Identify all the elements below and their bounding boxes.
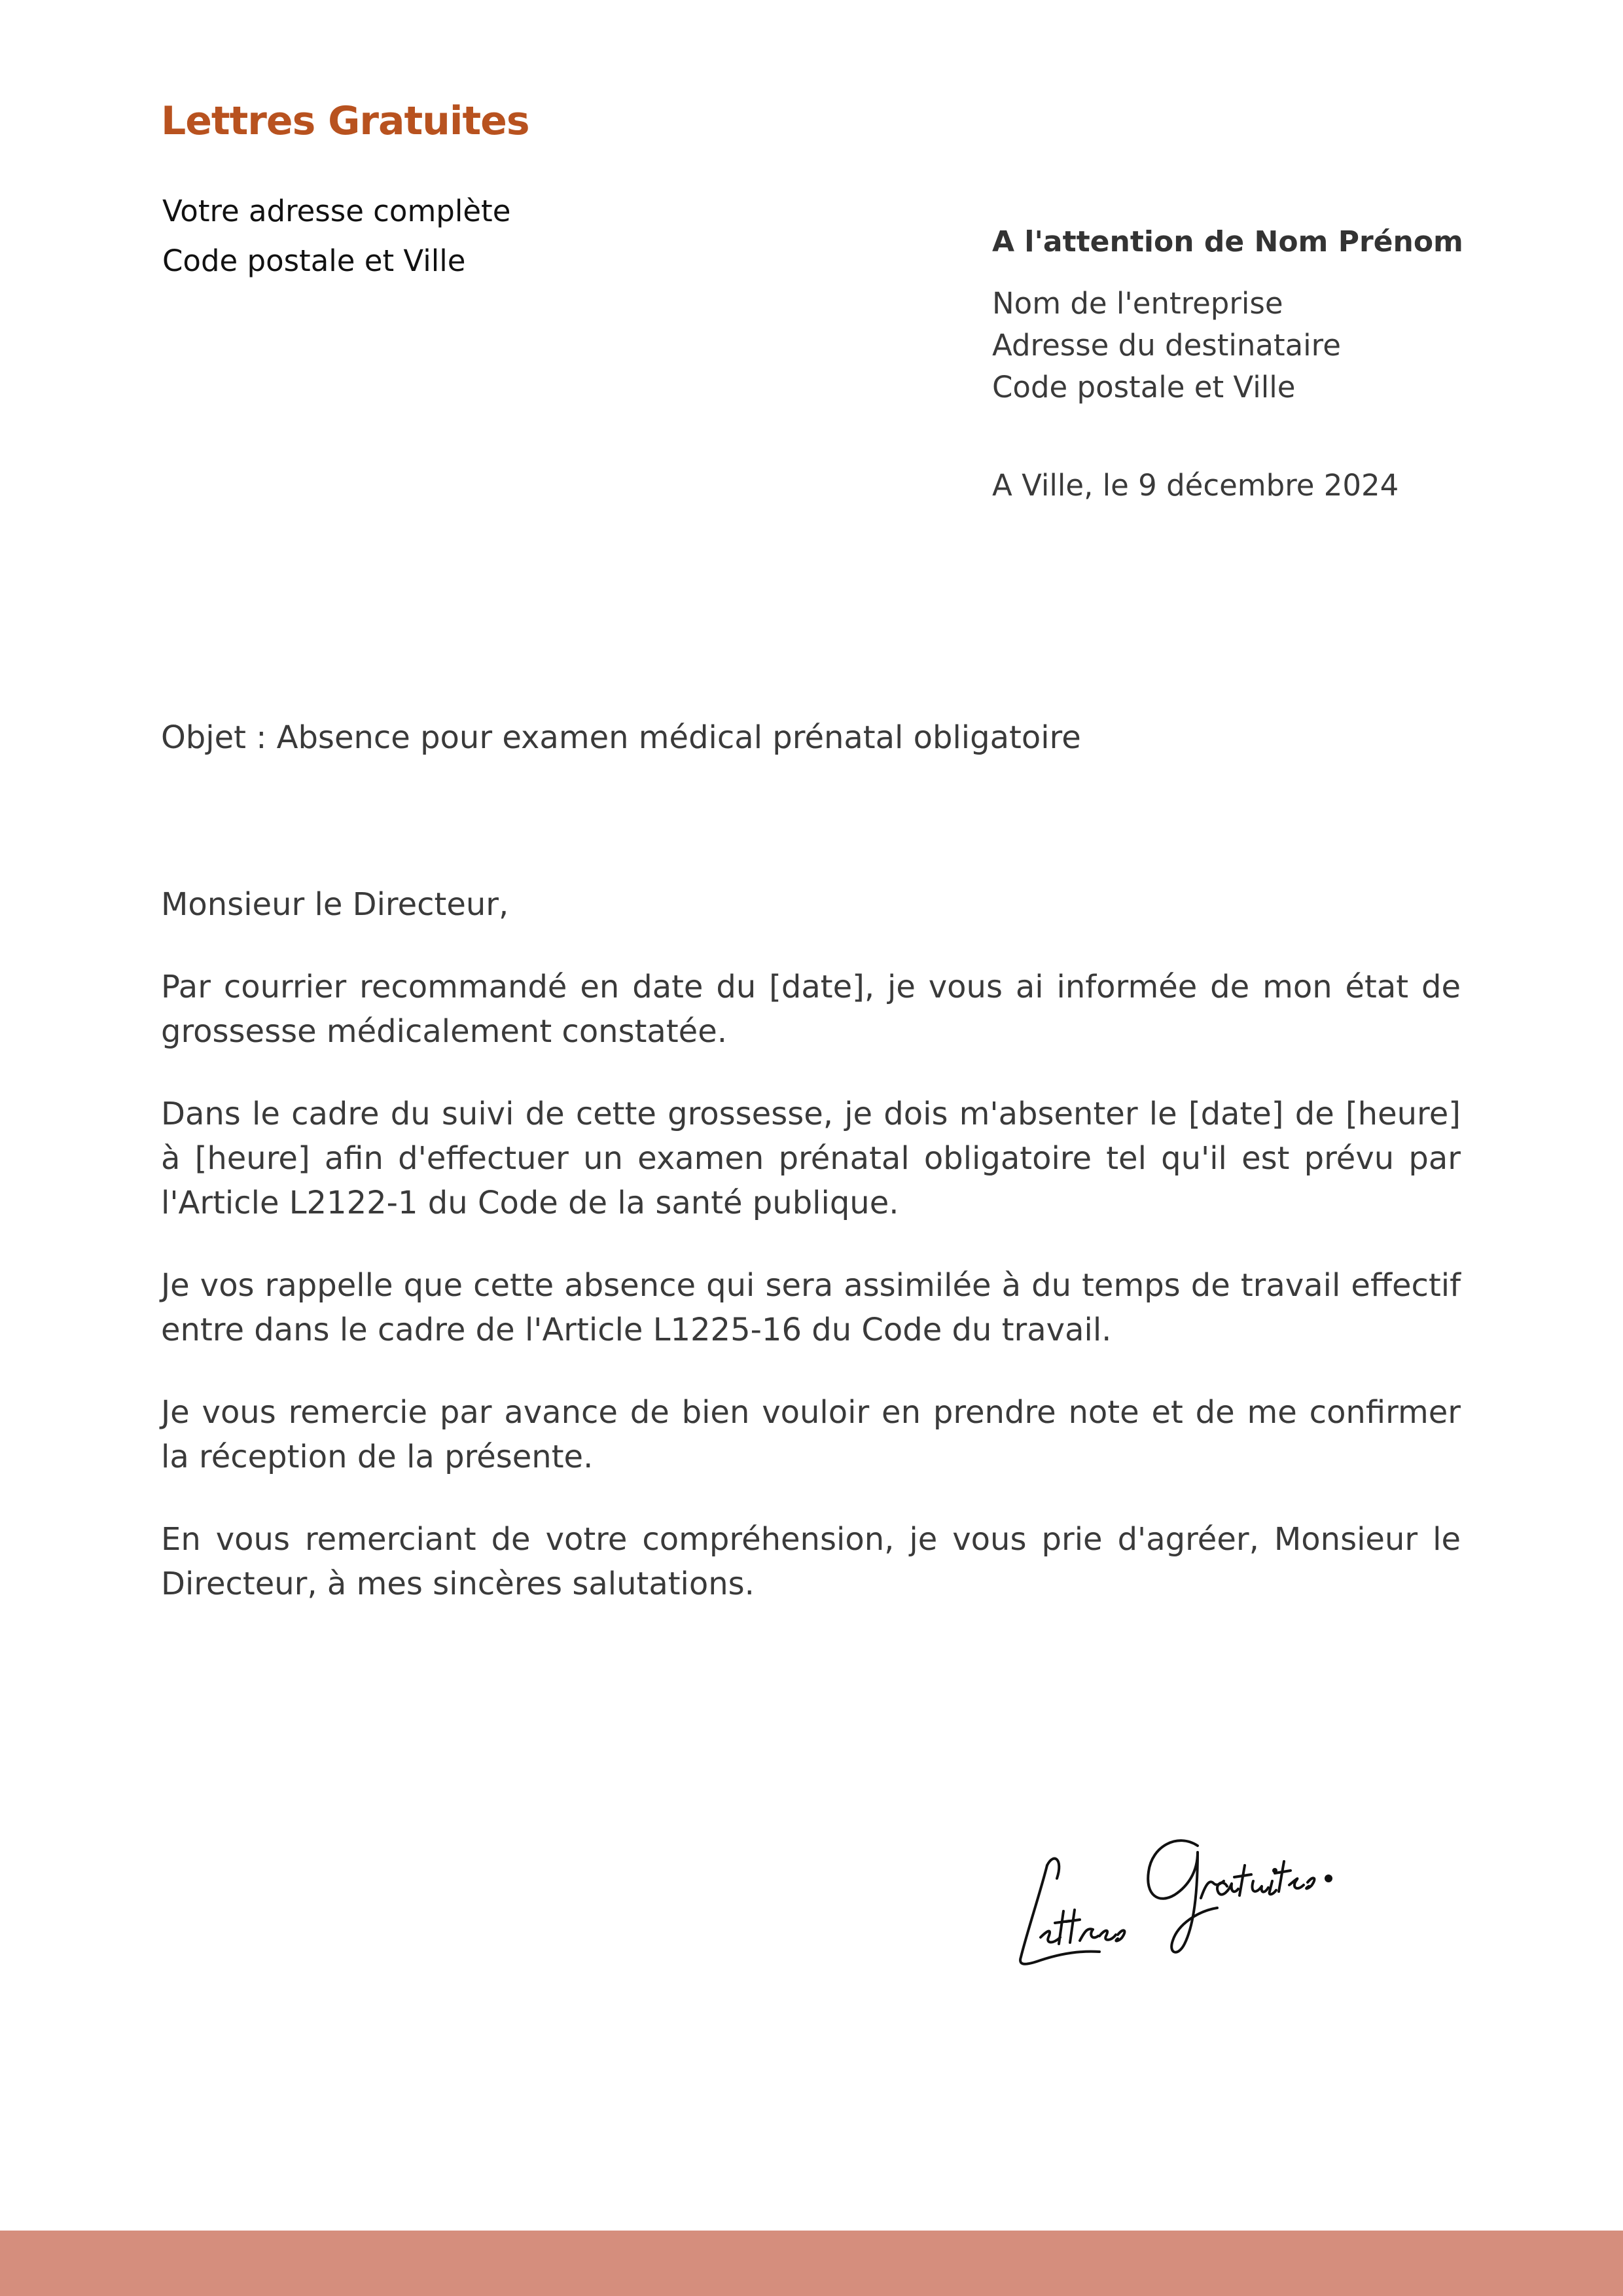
recipient-address: Adresse du destinataire — [992, 328, 1341, 363]
recipient-city: Code postale et Ville — [992, 370, 1296, 404]
sender-address-block — [162, 187, 510, 286]
recipient-company: Nom de l'entreprise — [992, 286, 1283, 321]
recipient-address-block — [992, 224, 1463, 408]
sender-city-line: Code postale et Ville — [162, 243, 466, 278]
body-paragraph: Je vos rappelle que cette absence qui sera assimilée à du temps de travail effectif entre dans le cadre de l'Article L1225-16 du Code du travail. — [161, 1267, 1461, 1348]
body-paragraph: En vous remerciant de votre compréhension, je vous prie d'agréer, Monsieur le Directeur, à mes sincères salutations. — [161, 1521, 1461, 1602]
recipient-attention: A l'attention de Nom Prénom — [992, 225, 1463, 259]
brand-title: Lettres Gratuites — [161, 98, 529, 144]
handwritten-signature — [1001, 1813, 1394, 1977]
salutation: Monsieur le Directeur, — [161, 886, 509, 923]
body-paragraph: Par courrier recommandé en date du [date], je vous ai informée de mon état de grossesse médicalement constatée. — [161, 969, 1461, 1050]
footer-bar — [0, 2231, 1623, 2296]
letter-date: A Ville, le 9 décembre 2024 — [992, 468, 1399, 503]
letter-subject: Objet : Absence pour examen médical prénatal obligatoire — [161, 719, 1081, 756]
letter-body — [161, 882, 1461, 1644]
sender-address-line: Votre adresse complète — [162, 194, 511, 228]
body-paragraph: Dans le cadre du suivi de cette grossesse, je dois m'absenter le [date] de [heure] à [heure] afin d'effectuer un examen prénatal obligatoire tel qu'il est prévu par l'Article L2122-1 du Code de la santé publique. — [161, 1096, 1461, 1221]
body-paragraph: Je vous remercie par avance de bien vouloir en prendre note et de me confirmer la réception de la présente. — [161, 1394, 1461, 1475]
